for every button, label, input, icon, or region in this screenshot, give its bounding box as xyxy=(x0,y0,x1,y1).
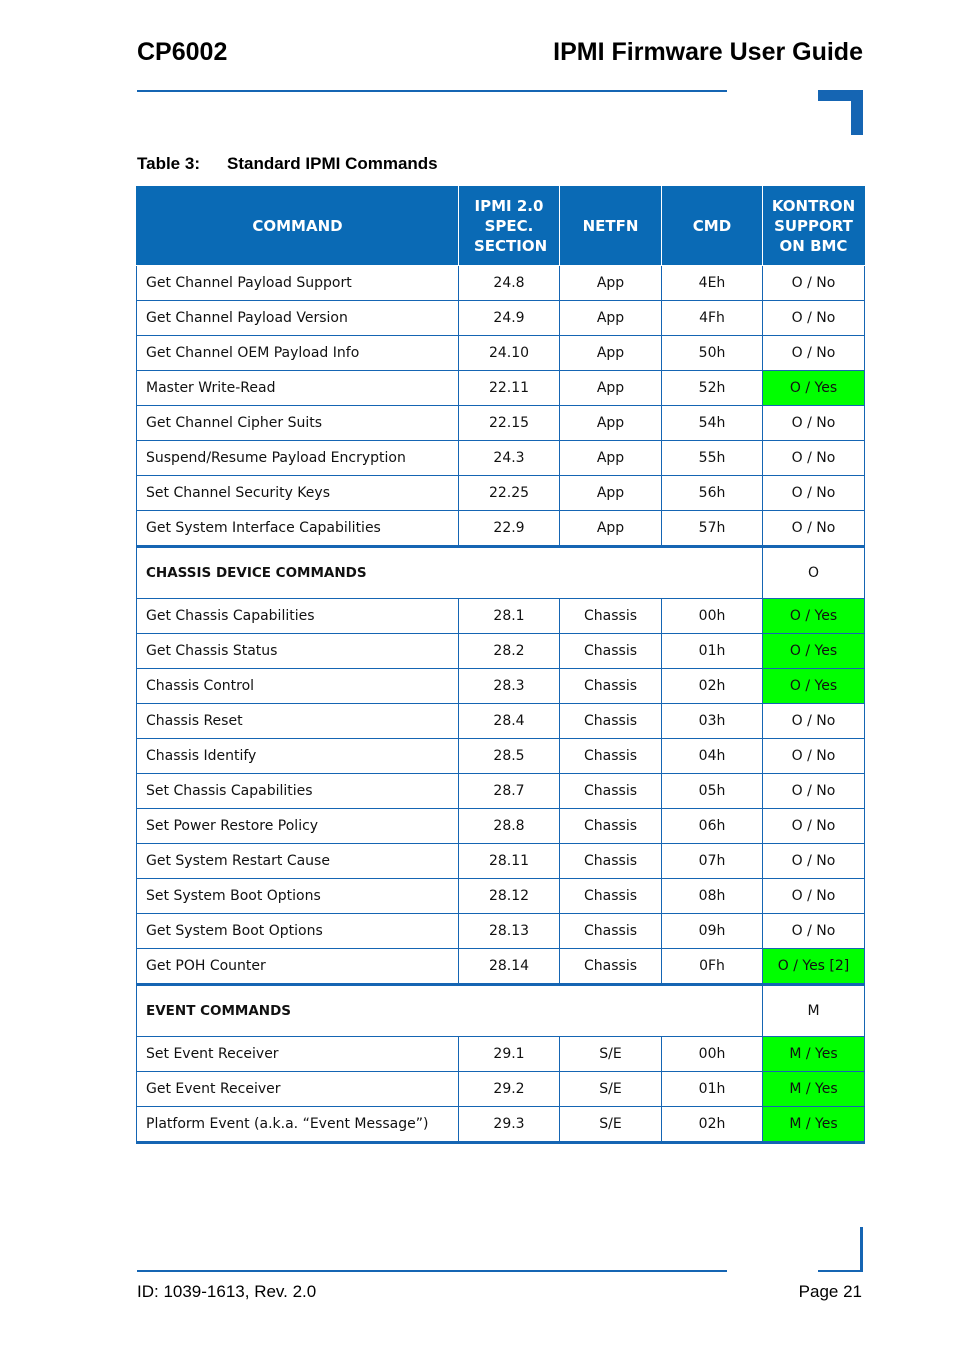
table-row xyxy=(137,879,865,914)
support-cell: O / No xyxy=(763,844,865,879)
netfn-cell: Chassis xyxy=(560,669,662,704)
table-row xyxy=(137,809,865,844)
spec-section-cell: 29.3 xyxy=(459,1107,560,1143)
command-cell: Suspend/Resume Payload Encryption xyxy=(137,441,459,476)
table-row xyxy=(137,1107,865,1143)
support-cell: O / No xyxy=(763,914,865,949)
table-row xyxy=(137,774,865,809)
cmd-cell: 56h xyxy=(662,476,763,511)
ipmi-commands-table xyxy=(136,186,865,1144)
page-number: Page 21 xyxy=(798,1282,862,1301)
spec-section-cell: 24.8 xyxy=(459,266,560,301)
support-cell: O / Yes [2] xyxy=(763,949,865,985)
support-cell: M / Yes xyxy=(763,1072,865,1107)
support-cell: O / No xyxy=(763,441,865,476)
cmd-cell: 55h xyxy=(662,441,763,476)
section-label: CHASSIS DEVICE COMMANDS xyxy=(137,547,763,599)
cmd-cell: 02h xyxy=(662,1107,763,1143)
support-cell: M / Yes xyxy=(763,1037,865,1072)
spec-section-cell: 28.8 xyxy=(459,809,560,844)
table-row xyxy=(137,301,865,336)
command-cell: Get System Interface Capabilities xyxy=(137,511,459,547)
table-body xyxy=(137,266,865,1143)
netfn-cell: S/E xyxy=(560,1107,662,1143)
command-cell: Get Chassis Status xyxy=(137,634,459,669)
table-row xyxy=(137,476,865,511)
netfn-cell: S/E xyxy=(560,1072,662,1107)
cmd-cell: 02h xyxy=(662,669,763,704)
netfn-cell: Chassis xyxy=(560,739,662,774)
cmd-cell: 08h xyxy=(662,879,763,914)
support-cell: O / Yes xyxy=(763,669,865,704)
support-cell: O / No xyxy=(763,774,865,809)
support-cell: O / No xyxy=(763,704,865,739)
cmd-cell: 05h xyxy=(662,774,763,809)
document-title: IPMI Firmware User Guide xyxy=(553,38,863,66)
command-cell: Chassis Reset xyxy=(137,704,459,739)
command-cell: Get System Boot Options xyxy=(137,914,459,949)
command-cell: Set Power Restore Policy xyxy=(137,809,459,844)
command-cell: Set Channel Security Keys xyxy=(137,476,459,511)
command-cell: Master Write-Read xyxy=(137,371,459,406)
cmd-cell: 4Eh xyxy=(662,266,763,301)
corner-mark-bottom-horizontal xyxy=(818,1270,863,1272)
netfn-cell: Chassis xyxy=(560,914,662,949)
command-cell: Get Event Receiver xyxy=(137,1072,459,1107)
column-header-support xyxy=(763,187,865,266)
cmd-cell: 01h xyxy=(662,1072,763,1107)
spec-section-cell: 22.9 xyxy=(459,511,560,547)
header-rule xyxy=(137,90,727,92)
spec-section-cell: 28.2 xyxy=(459,634,560,669)
support-cell: O / No xyxy=(763,336,865,371)
command-cell: Get Channel Payload Support xyxy=(137,266,459,301)
netfn-cell: Chassis xyxy=(560,774,662,809)
column-header-cmd: CMD xyxy=(662,187,763,266)
table-row xyxy=(137,669,865,704)
netfn-cell: Chassis xyxy=(560,634,662,669)
spec-section-cell: 28.7 xyxy=(459,774,560,809)
netfn-cell: App xyxy=(560,301,662,336)
cmd-cell: 50h xyxy=(662,336,763,371)
corner-mark-bottom xyxy=(860,1227,863,1272)
column-header-support-label: KONTRON SUPPORT ON BMC xyxy=(771,197,856,255)
spec-section-cell: 29.1 xyxy=(459,1037,560,1072)
section-support: O xyxy=(763,547,865,599)
table-row xyxy=(137,739,865,774)
netfn-cell: App xyxy=(560,406,662,441)
support-cell: O / No xyxy=(763,301,865,336)
spec-section-cell: 22.11 xyxy=(459,371,560,406)
command-cell: Platform Event (a.k.a. “Event Message”) xyxy=(137,1107,459,1143)
netfn-cell: App xyxy=(560,511,662,547)
table-row xyxy=(137,1037,865,1072)
cmd-cell: 00h xyxy=(662,599,763,634)
cmd-cell: 01h xyxy=(662,634,763,669)
netfn-cell: Chassis xyxy=(560,844,662,879)
command-cell: Chassis Control xyxy=(137,669,459,704)
cmd-cell: 09h xyxy=(662,914,763,949)
table-row xyxy=(137,371,865,406)
spec-section-cell: 24.10 xyxy=(459,336,560,371)
support-cell: O / No xyxy=(763,406,865,441)
command-cell: Get Channel OEM Payload Info xyxy=(137,336,459,371)
command-cell: Set Event Receiver xyxy=(137,1037,459,1072)
netfn-cell: Chassis xyxy=(560,809,662,844)
section-label: EVENT COMMANDS xyxy=(137,985,763,1037)
netfn-cell: App xyxy=(560,266,662,301)
table-row xyxy=(137,634,865,669)
spec-section-cell: 28.13 xyxy=(459,914,560,949)
cmd-cell: 04h xyxy=(662,739,763,774)
table-row xyxy=(137,704,865,739)
support-cell: O / No xyxy=(763,809,865,844)
spec-section-cell: 29.2 xyxy=(459,1072,560,1107)
table-row xyxy=(137,511,865,547)
cmd-cell: 07h xyxy=(662,844,763,879)
spec-section-cell: 22.25 xyxy=(459,476,560,511)
netfn-cell: App xyxy=(560,476,662,511)
table-number: Table 3: xyxy=(137,154,200,173)
spec-section-cell: 28.12 xyxy=(459,879,560,914)
command-cell: Get System Restart Cause xyxy=(137,844,459,879)
support-cell: O / No xyxy=(763,266,865,301)
cmd-cell: 52h xyxy=(662,371,763,406)
netfn-cell: Chassis xyxy=(560,704,662,739)
support-cell: O / Yes xyxy=(763,634,865,669)
spec-section-cell: 24.3 xyxy=(459,441,560,476)
table-title: Standard IPMI Commands xyxy=(227,154,438,173)
command-cell: Set Chassis Capabilities xyxy=(137,774,459,809)
netfn-cell: App xyxy=(560,371,662,406)
netfn-cell: S/E xyxy=(560,1037,662,1072)
document-id: ID: 1039-1613, Rev. 2.0 xyxy=(137,1282,317,1301)
support-cell: O / Yes xyxy=(763,599,865,634)
footer-rule xyxy=(137,1270,727,1272)
cmd-cell: 57h xyxy=(662,511,763,547)
spec-section-cell: 28.3 xyxy=(459,669,560,704)
netfn-cell: App xyxy=(560,336,662,371)
table-row xyxy=(137,336,865,371)
table-header-row xyxy=(137,187,865,266)
corner-mark-top-vertical xyxy=(851,90,863,135)
command-cell: Get Channel Cipher Suits xyxy=(137,406,459,441)
support-cell: O / No xyxy=(763,739,865,774)
column-header-command: COMMAND xyxy=(137,187,459,266)
cmd-cell: 03h xyxy=(662,704,763,739)
table-row xyxy=(137,441,865,476)
spec-section-cell: 28.14 xyxy=(459,949,560,985)
spec-section-cell: 28.4 xyxy=(459,704,560,739)
cmd-cell: 4Fh xyxy=(662,301,763,336)
table-row xyxy=(137,949,865,985)
section-header-row xyxy=(137,985,865,1037)
column-header-spec-label: IPMI 2.0 SPEC. SECTION xyxy=(474,197,548,255)
netfn-cell: Chassis xyxy=(560,599,662,634)
cmd-cell: 06h xyxy=(662,809,763,844)
netfn-cell: Chassis xyxy=(560,879,662,914)
cmd-cell: 54h xyxy=(662,406,763,441)
table-row xyxy=(137,406,865,441)
spec-section-cell: 28.5 xyxy=(459,739,560,774)
command-cell: Get POH Counter xyxy=(137,949,459,985)
command-cell: Set System Boot Options xyxy=(137,879,459,914)
column-header-spec-section xyxy=(459,187,560,266)
spec-section-cell: 28.11 xyxy=(459,844,560,879)
command-cell: Get Chassis Capabilities xyxy=(137,599,459,634)
section-support: M xyxy=(763,985,865,1037)
column-header-netfn: NETFN xyxy=(560,187,662,266)
table-row xyxy=(137,844,865,879)
support-cell: O / Yes xyxy=(763,371,865,406)
command-cell: Chassis Identify xyxy=(137,739,459,774)
command-cell: Get Channel Payload Version xyxy=(137,301,459,336)
netfn-cell: App xyxy=(560,441,662,476)
spec-section-cell: 22.15 xyxy=(459,406,560,441)
table-row xyxy=(137,914,865,949)
spec-section-cell: 28.1 xyxy=(459,599,560,634)
support-cell: O / No xyxy=(763,511,865,547)
cmd-cell: 0Fh xyxy=(662,949,763,985)
spec-section-cell: 24.9 xyxy=(459,301,560,336)
cmd-cell: 00h xyxy=(662,1037,763,1072)
support-cell: O / No xyxy=(763,476,865,511)
netfn-cell: Chassis xyxy=(560,949,662,985)
table-caption xyxy=(137,154,438,174)
table-row xyxy=(137,266,865,301)
table-row xyxy=(137,599,865,634)
document-product: CP6002 xyxy=(137,38,228,66)
section-header-row xyxy=(137,547,865,599)
support-cell: O / No xyxy=(763,879,865,914)
table-row xyxy=(137,1072,865,1107)
support-cell: M / Yes xyxy=(763,1107,865,1143)
